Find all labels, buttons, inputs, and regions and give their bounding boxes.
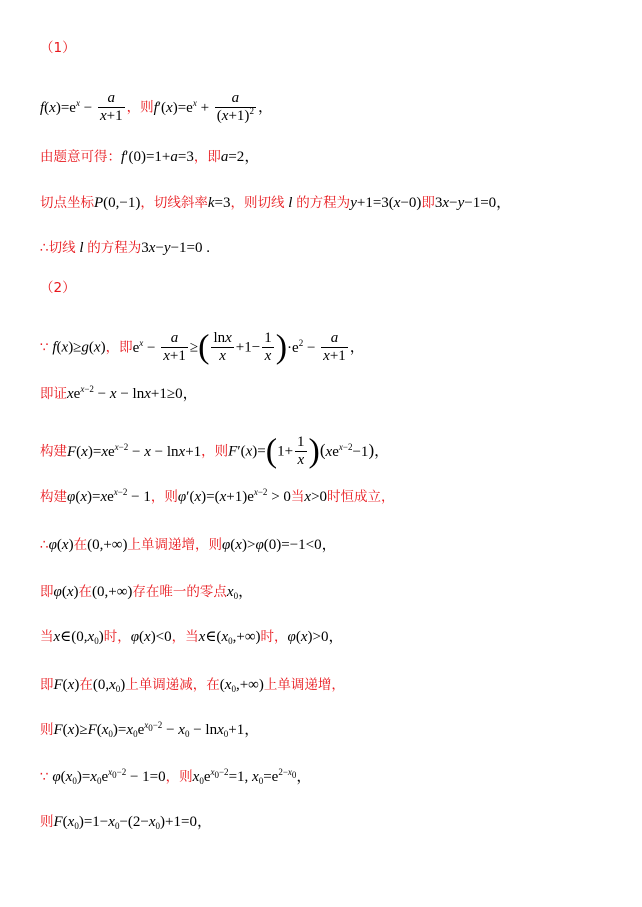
derivative-line: $f(x)=e^x$ − $\frac{a}{x+1}$ ，则$f'(x)=e^x$ + $\frac{a}{(x+1)^2}$ ， [40, 90, 273, 124]
phi-zero-line: ∵ $\varphi(x_0)=x_0e^{x_0-2} - 1=0$，则$x_0e^{x_0-2}=1$, $x_0=e^{2-x_0}$， [40, 767, 312, 786]
F-monotonic-line: 即F(x)在$(0,x_0)$上单调递减，在$(x_0,+\infty)$上单调递增， [40, 677, 345, 694]
tangent-result-line: ∴切线 l 的方程为3x−y−1=0 . [40, 240, 210, 256]
tangent-point-line: 切点坐标P(0,−1)，切线斜率k=3，则切线 l 的方程为y+1=3(x−0)即3x−y−1=0， [40, 195, 512, 211]
inequality-line: ∵ f(x)≥g(x)，即$e^x$ − $\frac{a}{x+1}$ ≥( $\frac{\ln x}{x}$ +1− $\frac{1}{x}$ )$\cdot e^2$ − $\frac{a}{x+1}$ ， [40, 328, 365, 366]
F-min-line: 则$F(x)\ge F(x_0)=x_0e^{x_0-2} - x_0 - \ln x_0+1$， [40, 720, 260, 739]
construct-F-line: 构建$F(x)=xe^{x-2} - x - \ln x+1$，则F′(x)=(1+ $\frac{1}{x}$ )$(xe^{x-2}-1)$， [40, 432, 390, 470]
construct-phi-line: 构建$\varphi(x)=xe^{x-2} - 1$，则$\varphi'(x)=(x+1)e^{x-2} > 0$当x>0时恒成立， [40, 487, 395, 505]
monotonic-line: ∴φ(x)在(0,+∞)上单调递增，则φ(x)>φ(0)=−1<0， [40, 537, 337, 553]
sign-line: 当$x\in(0,x_0)$时，φ(x)<0，当$x\in(x_0,+\infty)$时，φ(x)>0， [40, 629, 344, 646]
F-value-line: 则$F(x_0)=1-x_0-(2-x_0)+1=0$， [40, 814, 212, 831]
part-1-label: （1） [40, 40, 76, 56]
prove-line: 即证$xe^{x-2} - x - \ln x+1\ge 0$， [40, 384, 198, 402]
zero-point-line: 即φ(x)在(0,+∞)存在唯一的零点$x_0$， [40, 584, 254, 601]
part-2-label: （2） [40, 280, 76, 296]
condition-line: 由题意可得：f′(0)=1+a=3，即a=2， [40, 149, 260, 165]
